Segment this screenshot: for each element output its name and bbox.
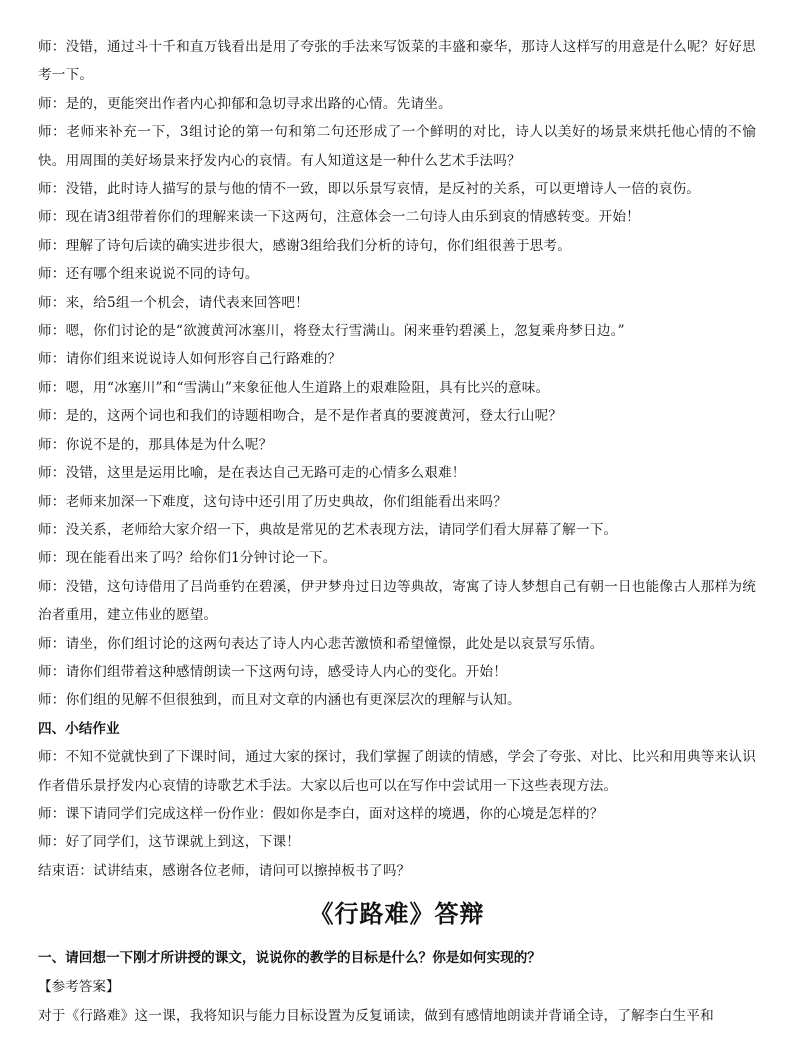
dialogue-paragraph: 师：还有哪个组来说说不同的诗句。 [38, 266, 259, 283]
summary-paragraph: 师：不知不觉就快到了下课时间，通过大家的探讨，我们掌握了朗读的情感，学会了夸张、对比、比兴和用典等来认识作者借乐景抒发内心哀情的诗歌艺术手法。大家以后也可以在写作中尝试用一下这些表现方法。 [38, 749, 756, 794]
dialogue-paragraph: 师：没错，这里是运用比喻，是在表达自己无路可走的心情多么艰难！ [38, 465, 466, 482]
answer-label: 【参考答案】 [38, 979, 120, 996]
dialogue-paragraph: 师：现在请3组带着你们的理解来读一下这两句，注意体会一二句诗人由乐到哀的情感转变。开始！ [38, 209, 640, 226]
answer-paragraph: 对于《行路难》这一课，我将知识与能力目标设置为反复诵读，做到有感情地朗读并背诵全诗，了解李白生平和 [38, 1007, 714, 1024]
dialogue-paragraph: 师：老师来加深一下难度，这句诗中还引用了历史典故，你们组能看出来吗？ [38, 493, 507, 510]
dialogue-paragraph: 师：是的，更能突出作者内心抑郁和急切寻求出路的心情。先请坐。 [38, 95, 452, 112]
dialogue-paragraph: 师：来，给5组一个机会，请代表来回答吧！ [38, 294, 309, 311]
question-heading: 一、请回想一下刚才所讲授的课文，说说你的教学的目标是什么？你是如何实现的？ [38, 950, 541, 967]
dialogue-paragraph: 师：没关系，老师给大家介绍一下，典故是常见的艺术表现方法，请同学们看大屏幕了解一下。 [38, 521, 618, 538]
dialogue-paragraph: 师：请你们组带着这种感情朗读一下这两句诗，感受诗人内心的变化。开始！ [38, 663, 507, 680]
dialogue-paragraph: 师：没错，这句诗借用了吕尚垂钓在碧溪，伊尹梦舟过日边等典故，寄寓了诗人梦想自己有朝一日也能像古人那样为统治者重用，建立伟业的愿望。 [38, 578, 756, 624]
summary-paragraph: 师：好了同学们，这节课就上到这，下课！ [38, 834, 301, 851]
document-title: 《行路难》答辩 [309, 899, 485, 929]
dialogue-paragraph: 师：没错，通过斗十千和直万钱看出是用了夸张的手法来写饭菜的丰盛和豪华，那诗人这样写的用意是什么呢？好好思考一下。 [38, 39, 756, 84]
dialogue-paragraph: 师：现在能看出来了吗？给你们1分钟讨论一下。 [38, 550, 337, 567]
dialogue-paragraph: 师：请你们组来说说诗人如何形容自己行路难的？ [38, 351, 342, 368]
section-heading: 四、小结作业 [38, 720, 120, 737]
dialogue-paragraph: 师：没错，此时诗人描写的景与他的情不一致，即以乐景写哀情，是反衬的关系，可以更增诗人一倍的哀伤。 [38, 181, 701, 198]
dialogue-paragraph: 师：嗯，用“冰塞川”和“雪满山”来象征他人生道路上的艰难险阻，具有比兴的意味。 [38, 379, 550, 396]
dialogue-paragraph: 师：老师来补充一下，3组讨论的第一句和第二句还形成了一个鲜明的对比，诗人以美好的场景来烘托他心情的不愉快。用周围的美好场景来抒发内心的哀情。有人知道这是一种什么艺术手法吗？ [38, 124, 756, 169]
closing-remark: 结束语：试讲结束，感谢各位老师，请问可以擦掉板书了吗？ [38, 862, 411, 879]
dialogue-paragraph: 师：是的，这两个词也和我们的诗题相吻合，是不是作者真的要渡黄河，登太行山呢？ [38, 408, 563, 425]
dialogue-paragraph: 师：嗯，你们讨论的是“欲渡黄河冰塞川，将登太行雪满山。闲来垂钓碧溪上，忽复乘舟梦日边。” [38, 323, 625, 340]
document-page [38, 33, 756, 1030]
summary-paragraph: 师：课下请同学们完成这样一份作业：假如你是李白，面对这样的境遇，你的心境是怎样的？ [38, 805, 604, 822]
dialogue-paragraph: 师：你们组的见解不但很独到，而且对文章的内涵也有更深层次的理解与认知。 [38, 692, 521, 709]
dialogue-paragraph: 师：理解了诗句后读的确实进步很大，感谢3组给我们分析的诗句，你们组很善于思考。 [38, 237, 572, 254]
dialogue-paragraph: 师：你说不是的，那具体是为什么呢？ [38, 436, 273, 453]
dialogue-paragraph: 师：请坐，你们组讨论的这两句表达了诗人内心悲苦激愤和希望憧憬，此处是以哀景写乐情。 [38, 635, 604, 652]
